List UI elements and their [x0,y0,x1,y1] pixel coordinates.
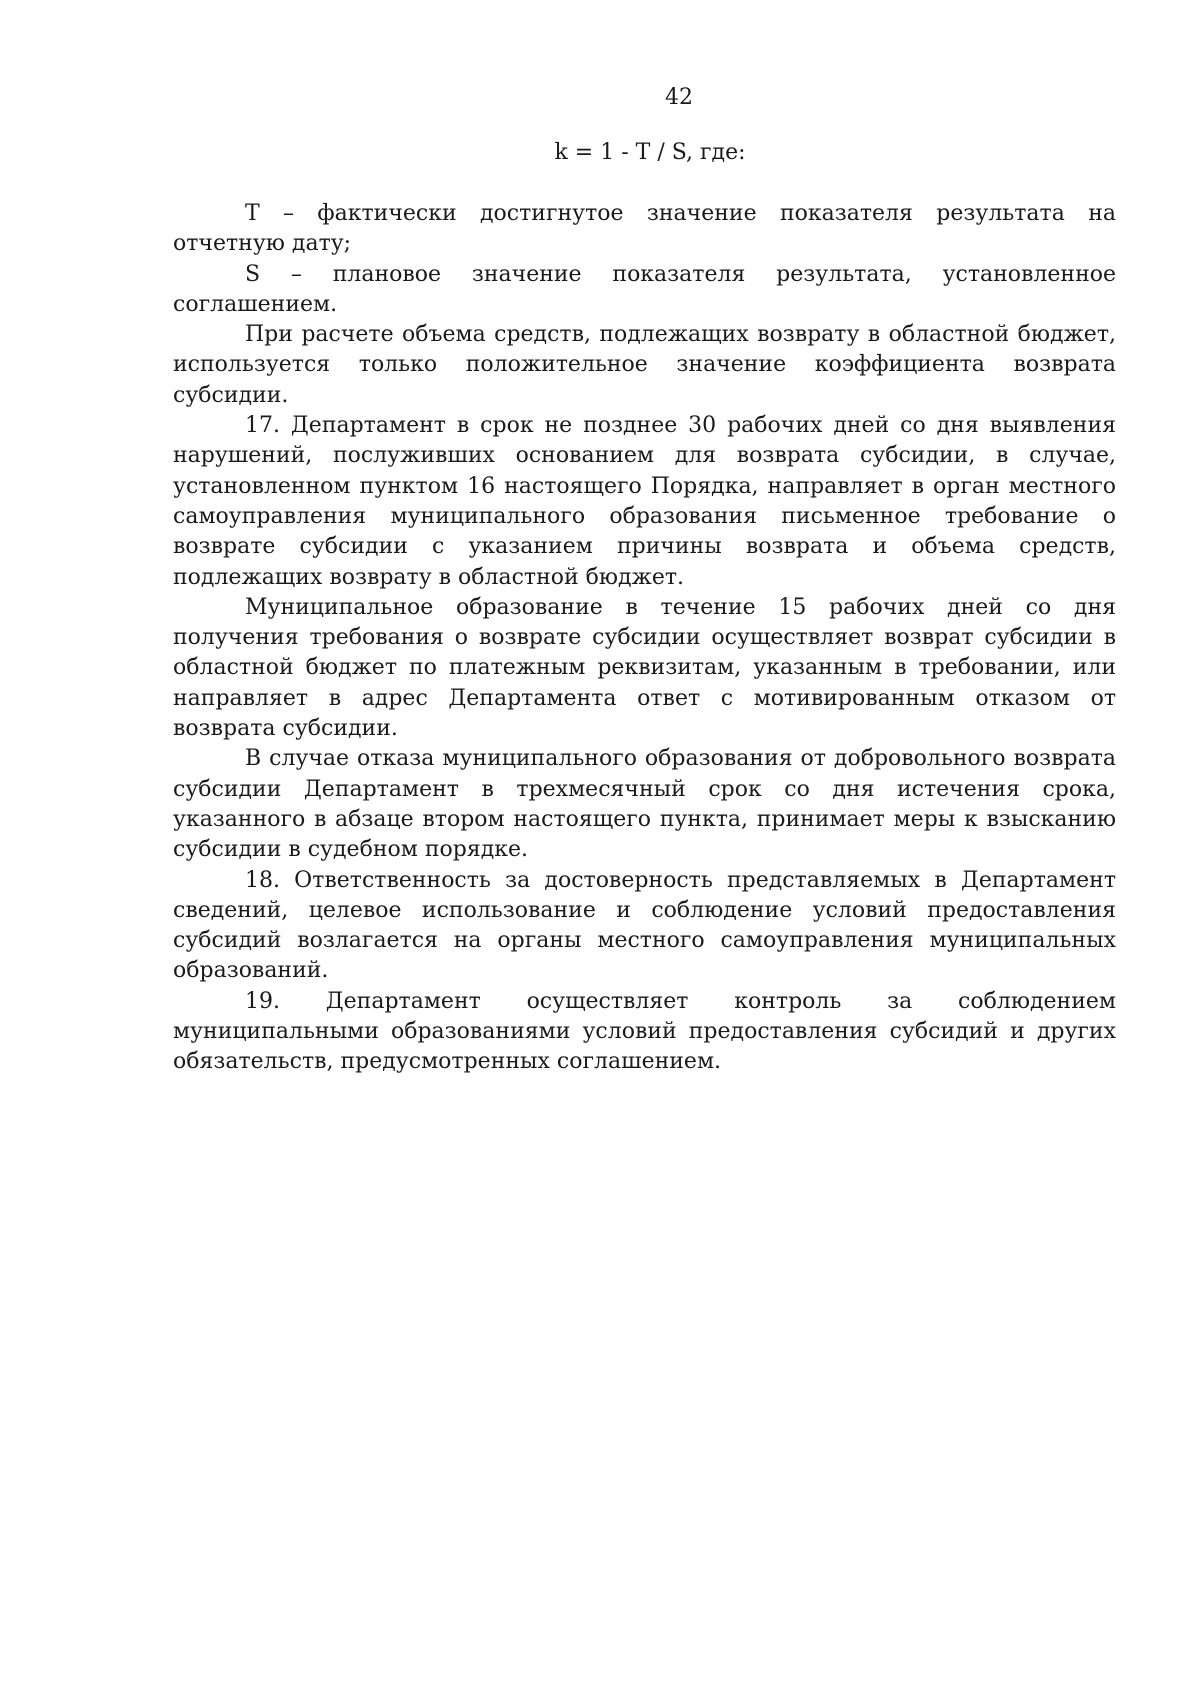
paragraph-item-19: 19. Департамент осуществляет контроль за соблюдением муниципальными образованиями условий предоставления субсидий и других обязательств, предусмотренных соглашением. [173,988,1116,1075]
paragraph-item-18: 18. Ответственность за достоверность представляемых в Департамент сведений, целевое использование и соблюдение условий предоставления субсидий возлагается на органы местного самоуправления муниципальных образований. [173,867,1116,984]
page-number: 42 [665,85,693,110]
paragraph-refusal-case: В случае отказа муниципального образования от добровольного возврата субсидии Департамент в трехмесячный срок со дня истечения срока, указанного в абзаце втором настоящего пункта, принимает меры к взысканию субсидии в судебном порядке. [173,746,1116,863]
paragraph-item-17: 17. Департамент в срок не позднее 30 рабочих дней со дня выявления нарушений, послуживших основанием для возврата субсидии, в случае, установленном пунктом 16 настоящего Порядка, направляет в орган местного самоуправления муниципального образования письменное требование о возврате субсидии с указанием причины возврата и объема средств, подлежащих возврату в областной бюджет. [173,413,1116,590]
formula: k = 1 - T / S, где: [554,140,746,165]
paragraph-s-definition: S – плановое значение показателя результата, установленное соглашением. [173,261,1116,317]
paragraph-municipal-return: Муниципальное образование в течение 15 рабочих дней со дня получения требования о возврате субсидии осуществляет возврат субсидии в областной бюджет по платежным реквизитам, указанным в требовании, или направляет в адрес Департамента ответ с мотивированным отказом от возврата субсидии. [173,594,1116,742]
document-body [173,199,1116,1078]
paragraph-t-definition: T – фактически достигнутое значение показателя результата на отчетную дату; [173,201,1116,257]
paragraph-positive-coefficient: При расчете объема средств, подлежащих возврату в областной бюджет, используется только положительное значение коэффициента возврата субсидии. [173,322,1116,408]
